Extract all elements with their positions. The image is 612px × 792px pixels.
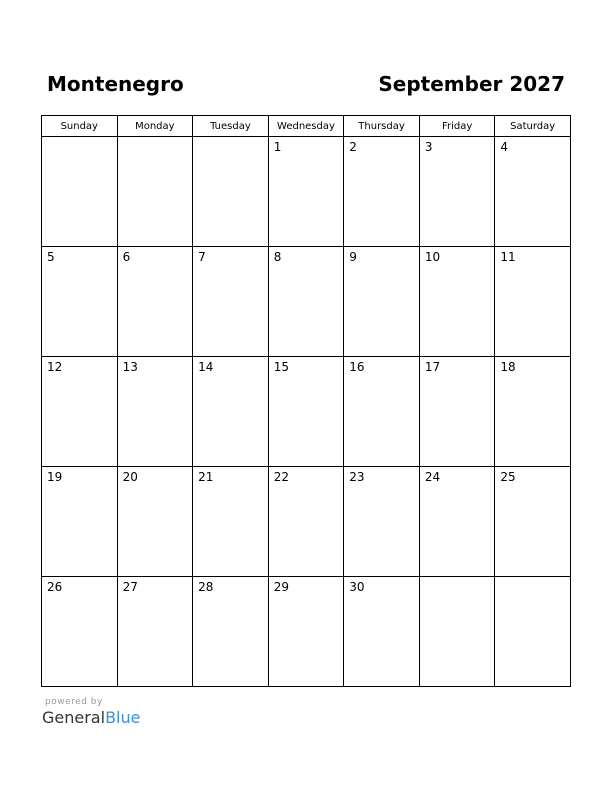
- day-cell: [419, 137, 495, 247]
- day-cell: [419, 357, 495, 467]
- day-cell: [268, 467, 344, 577]
- day-cell: [193, 357, 269, 467]
- day-cell: [193, 577, 269, 687]
- day-number: 15: [273, 360, 289, 374]
- day-number: 26: [47, 580, 63, 594]
- week-row: [42, 357, 571, 467]
- weekday-friday: Friday: [419, 116, 495, 137]
- day-number: 23: [349, 470, 365, 484]
- weekday-thursday: Thursday: [344, 116, 420, 137]
- day-cell: [42, 467, 118, 577]
- day-number: 1: [273, 140, 282, 154]
- weekday-monday: Monday: [117, 116, 193, 137]
- week-row: [42, 467, 571, 577]
- day-cell: [117, 577, 193, 687]
- day-number: 2: [349, 140, 357, 154]
- day-number: 9: [349, 250, 357, 264]
- day-number: 20: [122, 470, 138, 484]
- day-number: 6: [122, 250, 131, 264]
- weekday-header-row: [42, 116, 571, 137]
- day-cell: [42, 137, 118, 247]
- day-number: 17: [424, 360, 441, 374]
- day-cell: [42, 357, 118, 467]
- day-cell: [193, 467, 269, 577]
- day-number: 24: [424, 470, 441, 484]
- day-cell: [117, 467, 193, 577]
- day-number: 22: [273, 470, 289, 484]
- day-number: 4: [500, 140, 509, 154]
- day-cell: [344, 467, 420, 577]
- week-row: [42, 247, 571, 357]
- day-cell: [419, 467, 495, 577]
- weekday-wednesday: Wednesday: [268, 116, 344, 137]
- day-number: 5: [47, 250, 55, 264]
- day-number: [193, 137, 268, 140]
- day-number: 11: [500, 250, 516, 264]
- weekday-saturday: Saturday: [495, 116, 571, 137]
- day-cell: [495, 137, 571, 247]
- country-title: Montenegro: [47, 72, 184, 96]
- day-number: 21: [198, 470, 214, 484]
- day-number: 12: [47, 360, 63, 374]
- day-number: [495, 577, 570, 580]
- day-number: 29: [273, 580, 289, 594]
- week-row: [42, 577, 571, 687]
- logo-general-text: General: [42, 708, 106, 727]
- day-number: 19: [47, 470, 63, 484]
- day-cell: [495, 247, 571, 357]
- day-cell: [268, 137, 344, 247]
- day-number: 16: [349, 360, 365, 374]
- day-cell: [193, 137, 269, 247]
- day-cell: [268, 247, 344, 357]
- powered-by-label: powered by: [45, 697, 103, 707]
- month-year-title: September 2027: [378, 72, 565, 96]
- day-cell: [42, 247, 118, 357]
- day-number: 13: [122, 360, 138, 374]
- day-cell: [419, 577, 495, 687]
- day-number: 7: [198, 250, 206, 264]
- day-cell: [42, 577, 118, 687]
- week-row: [42, 137, 571, 247]
- day-cell: [344, 137, 420, 247]
- day-number: [42, 137, 117, 140]
- day-cell: [268, 357, 344, 467]
- day-cell: [268, 577, 344, 687]
- day-cell: [344, 577, 420, 687]
- day-number: 14: [198, 360, 214, 374]
- day-number: 25: [500, 470, 516, 484]
- weekday-tuesday: Tuesday: [193, 116, 269, 137]
- day-cell: [117, 357, 193, 467]
- calendar-grid: [41, 115, 571, 687]
- day-cell: [117, 247, 193, 357]
- day-number: 30: [349, 580, 365, 594]
- day-cell: [193, 247, 269, 357]
- day-cell: [419, 247, 495, 357]
- day-number: 10: [424, 250, 441, 264]
- generalblue-logo: [42, 708, 140, 728]
- day-number: [420, 577, 495, 580]
- day-number: [118, 137, 193, 140]
- day-number: 18: [500, 360, 516, 374]
- day-cell: [495, 577, 571, 687]
- day-cell: [344, 247, 420, 357]
- day-cell: [495, 467, 571, 577]
- day-number: 8: [273, 250, 282, 264]
- day-cell: [344, 357, 420, 467]
- day-cell: [117, 137, 193, 247]
- day-number: 27: [122, 580, 138, 594]
- day-number: 3: [424, 140, 433, 154]
- day-cell: [495, 357, 571, 467]
- day-number: 28: [198, 580, 214, 594]
- logo-blue-text: Blue: [105, 708, 141, 727]
- weekday-sunday: Sunday: [42, 116, 118, 137]
